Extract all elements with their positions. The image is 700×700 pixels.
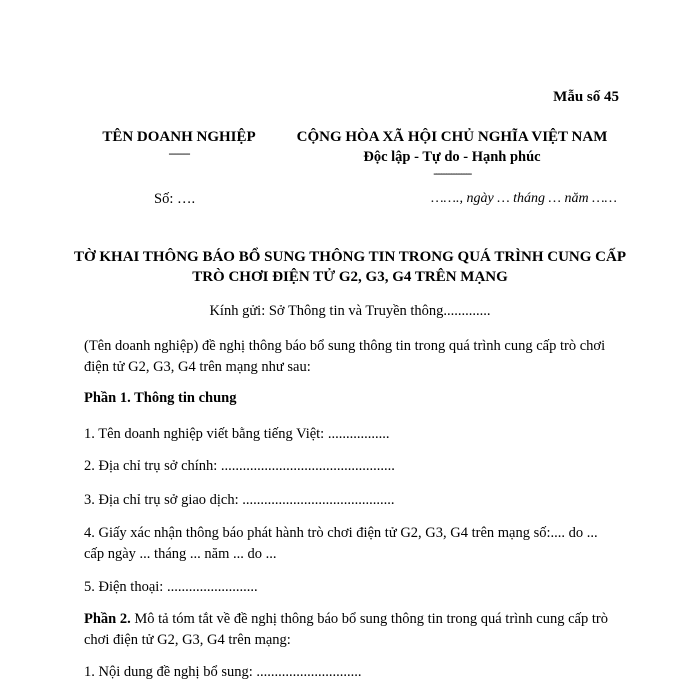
place-date: ……., ngày … tháng … năm …… (431, 191, 617, 206)
recipient-line: Kính gửi: Sở Thông tin và Truyền thông............. (209, 303, 491, 319)
national-motto: Độc lập - Tự do - Hạnh phúc (363, 149, 541, 165)
section2-paragraph (84, 609, 620, 651)
document-title: TỜ KHAI THÔNG BÁO BỔ SUNG THÔNG TIN TRONG QUÁ TRÌNH CUNG CẤP TRÒ CHƠI ĐIỆN TỬ G2, G3, G4 TRÊN MẠNG (73, 249, 627, 285)
company-name: TÊN DOANH NGHIỆP (102, 129, 256, 145)
motto-rule: --------------- (433, 166, 471, 180)
intro-paragraph: (Tên doanh nghiệp) đề nghị thông báo bổ sung thông tin trong quá trình cung cấp trò chơi điện tử G2, G3, G4 trên mạng như sau: (84, 338, 606, 375)
form-number: Mẫu số 45 (553, 89, 619, 105)
field-confirmation-certificate: 4. Giấy xác nhận thông báo phát hành trò chơi điện tử G2, G3, G4 trên mạng số:.... do ... cấp ngày ... tháng ... năm ... do ... (84, 525, 598, 562)
field-phone: 5. Điện thoại: ......................... (84, 579, 258, 595)
field-supplement-content: 1. Nội dung đề nghị bổ sung: ............................. (84, 664, 362, 680)
field-company-name-vn: 1. Tên doanh nghiệp viết bằng tiếng Việt: ................. (84, 426, 390, 442)
section1-title: Phần 1. Thông tin chung (84, 390, 237, 406)
nation-header: CỘNG HÒA XÃ HỘI CHỦ NGHĨA VIỆT NAM (296, 129, 608, 145)
field-transaction-address: 3. Địa chỉ trụ sở giao dịch: .......................................... (84, 492, 395, 508)
document-number: Số: …. (154, 191, 196, 207)
company-rule: ------- (168, 146, 190, 160)
field-head-office-address: 2. Địa chỉ trụ sở chính: ................................................ (84, 458, 395, 474)
section2-text: Mô tả tóm tắt về đề nghị thông báo bổ sung thông tin trong quá trình cung cấp trò chơi điện tử G2, G3, G4 trên mạng: (84, 611, 608, 648)
section2-label: Phần 2. (84, 611, 131, 627)
